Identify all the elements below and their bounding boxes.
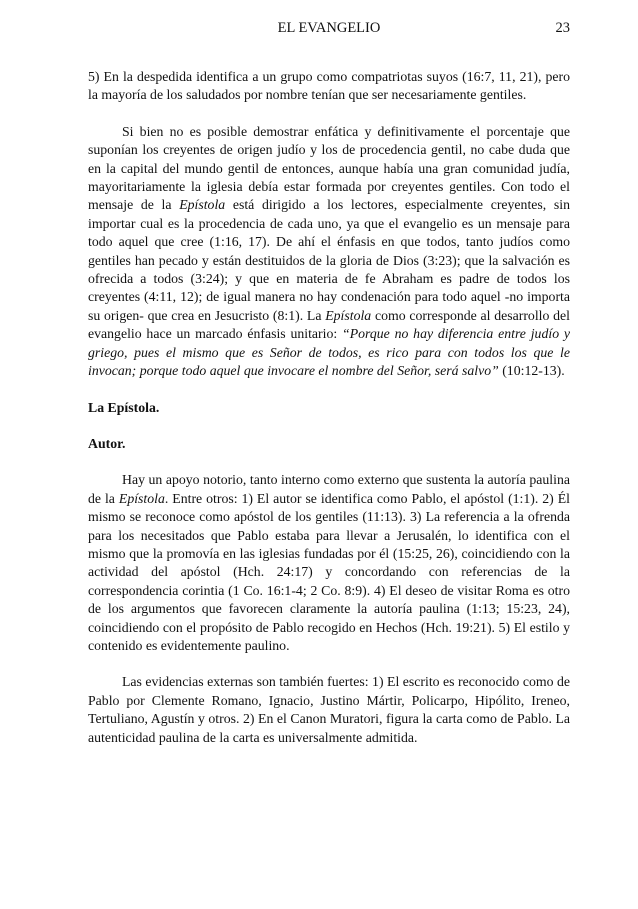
paragraph-1: 5) En la despedida identifica a un grupo como compatriotas suyos (16:7, 11, 21), pero la mayoría de los saludados por nombre tenían que ser necesariamente gentiles.: [88, 69, 570, 103]
paragraph-2-text-e: como corresponde al desarrollo del evangelio hace un marcado énfasis unitario:: [88, 307, 570, 342]
subsection-heading: Autor.: [88, 435, 126, 451]
scripture-quote: “Porque no hay diferencia entre judío y griego, pues el mismo que es Señor de todos, es rico para con todos los que le invocan; porque todo aquel que invocare el nombre del Señor, será salvo”: [88, 326, 571, 379]
epistola-italic: Epístola: [325, 307, 372, 323]
paragraph-3-text-c: . Entre otros: 1) El autor se identifica como Pablo, el apóstol (1:1). 2) Él mismo se reconoce como apóstol de los gentiles (11:13). 3) La referencia a la ofrenda para los necesitados que Pablo estaba para llevar a Jerusalén, lo identifica con el mismo que la promovía en las iglesias fundadas por él (15:25, 26), coincidiendo con la actividad del apóstol (Hch. 24:17) y concordando con referencias de la correspondencia corintia (1 Co. 16:1-4; 2 Co. 8:9). 4) El deseo de visitar Roma es otro de los argumentos que favorecen claramente la autoría paulina (1:13; 15:23, 24), coincidiendo con el propósito de Pablo recogido en Hechos (Hch. 19:21). 5) El estilo y contenido es evidentemente paulino.: [88, 490, 570, 653]
paragraph-3: [88, 471, 570, 655]
page-number: 23: [555, 20, 570, 36]
paragraph-2-text-g: (10:12-13).: [498, 363, 565, 379]
page-body: [88, 68, 570, 765]
section-heading: La Epístola.: [88, 399, 160, 415]
running-header-title: EL EVANGELIO: [277, 20, 381, 36]
paragraph-2-text-a: Si bien no es posible demostrar enfática y definitivamente el porcentaje que suponían los creyentes de origen judío y los de procedencia gentil, no cabe duda que en la capital del mundo gentil de entonces, aunque había una gran comunidad judía, mayoritariamente la iglesia debía estar formada por creyentes gentiles. Con todo el mensaje de la: [88, 123, 570, 213]
paragraph-3-text-a: Hay un apoyo notorio, tanto interno como externo que sustenta la autoría paulina de la: [88, 472, 570, 506]
epistola-italic: Epístola: [179, 197, 226, 213]
epistola-italic: Epístola: [118, 490, 165, 506]
paragraph-2-text-c: está dirigido a los lectores, especialmente creyentes, sin importar cual es la procedencia de cada uno, ya que el evangelio es un mensaje para todo aquel que cree (1:16, 17). De ahí el énfasis en que todos, tanto judíos como gentiles han pecado y están destituidos de la gloria de Dios (3:23); que la salvación es ofrecida a todos (3:24); y que en materia de fe Abraham es padre de todos los creyentes (4:11, 12); de igual manera no hay condenación para todo aquel -no importa su origen- que crea en Jesucristo (8:1). La: [88, 197, 570, 323]
running-header: [88, 20, 570, 42]
paragraph-4: Las evidencias externas son también fuertes: 1) El escrito es reconocido como de Pablo por Clemente Romano, Ignacio, Justino Mártir, Policarpo, Hipólito, Ireneo, Tertuliano, Agustín y otros. 2) En el Canon Muratori, figura la carta como de Pablo. La autenticidad paulina de la carta es universalmente admitida.: [88, 674, 570, 745]
paragraph-2: [88, 123, 570, 381]
